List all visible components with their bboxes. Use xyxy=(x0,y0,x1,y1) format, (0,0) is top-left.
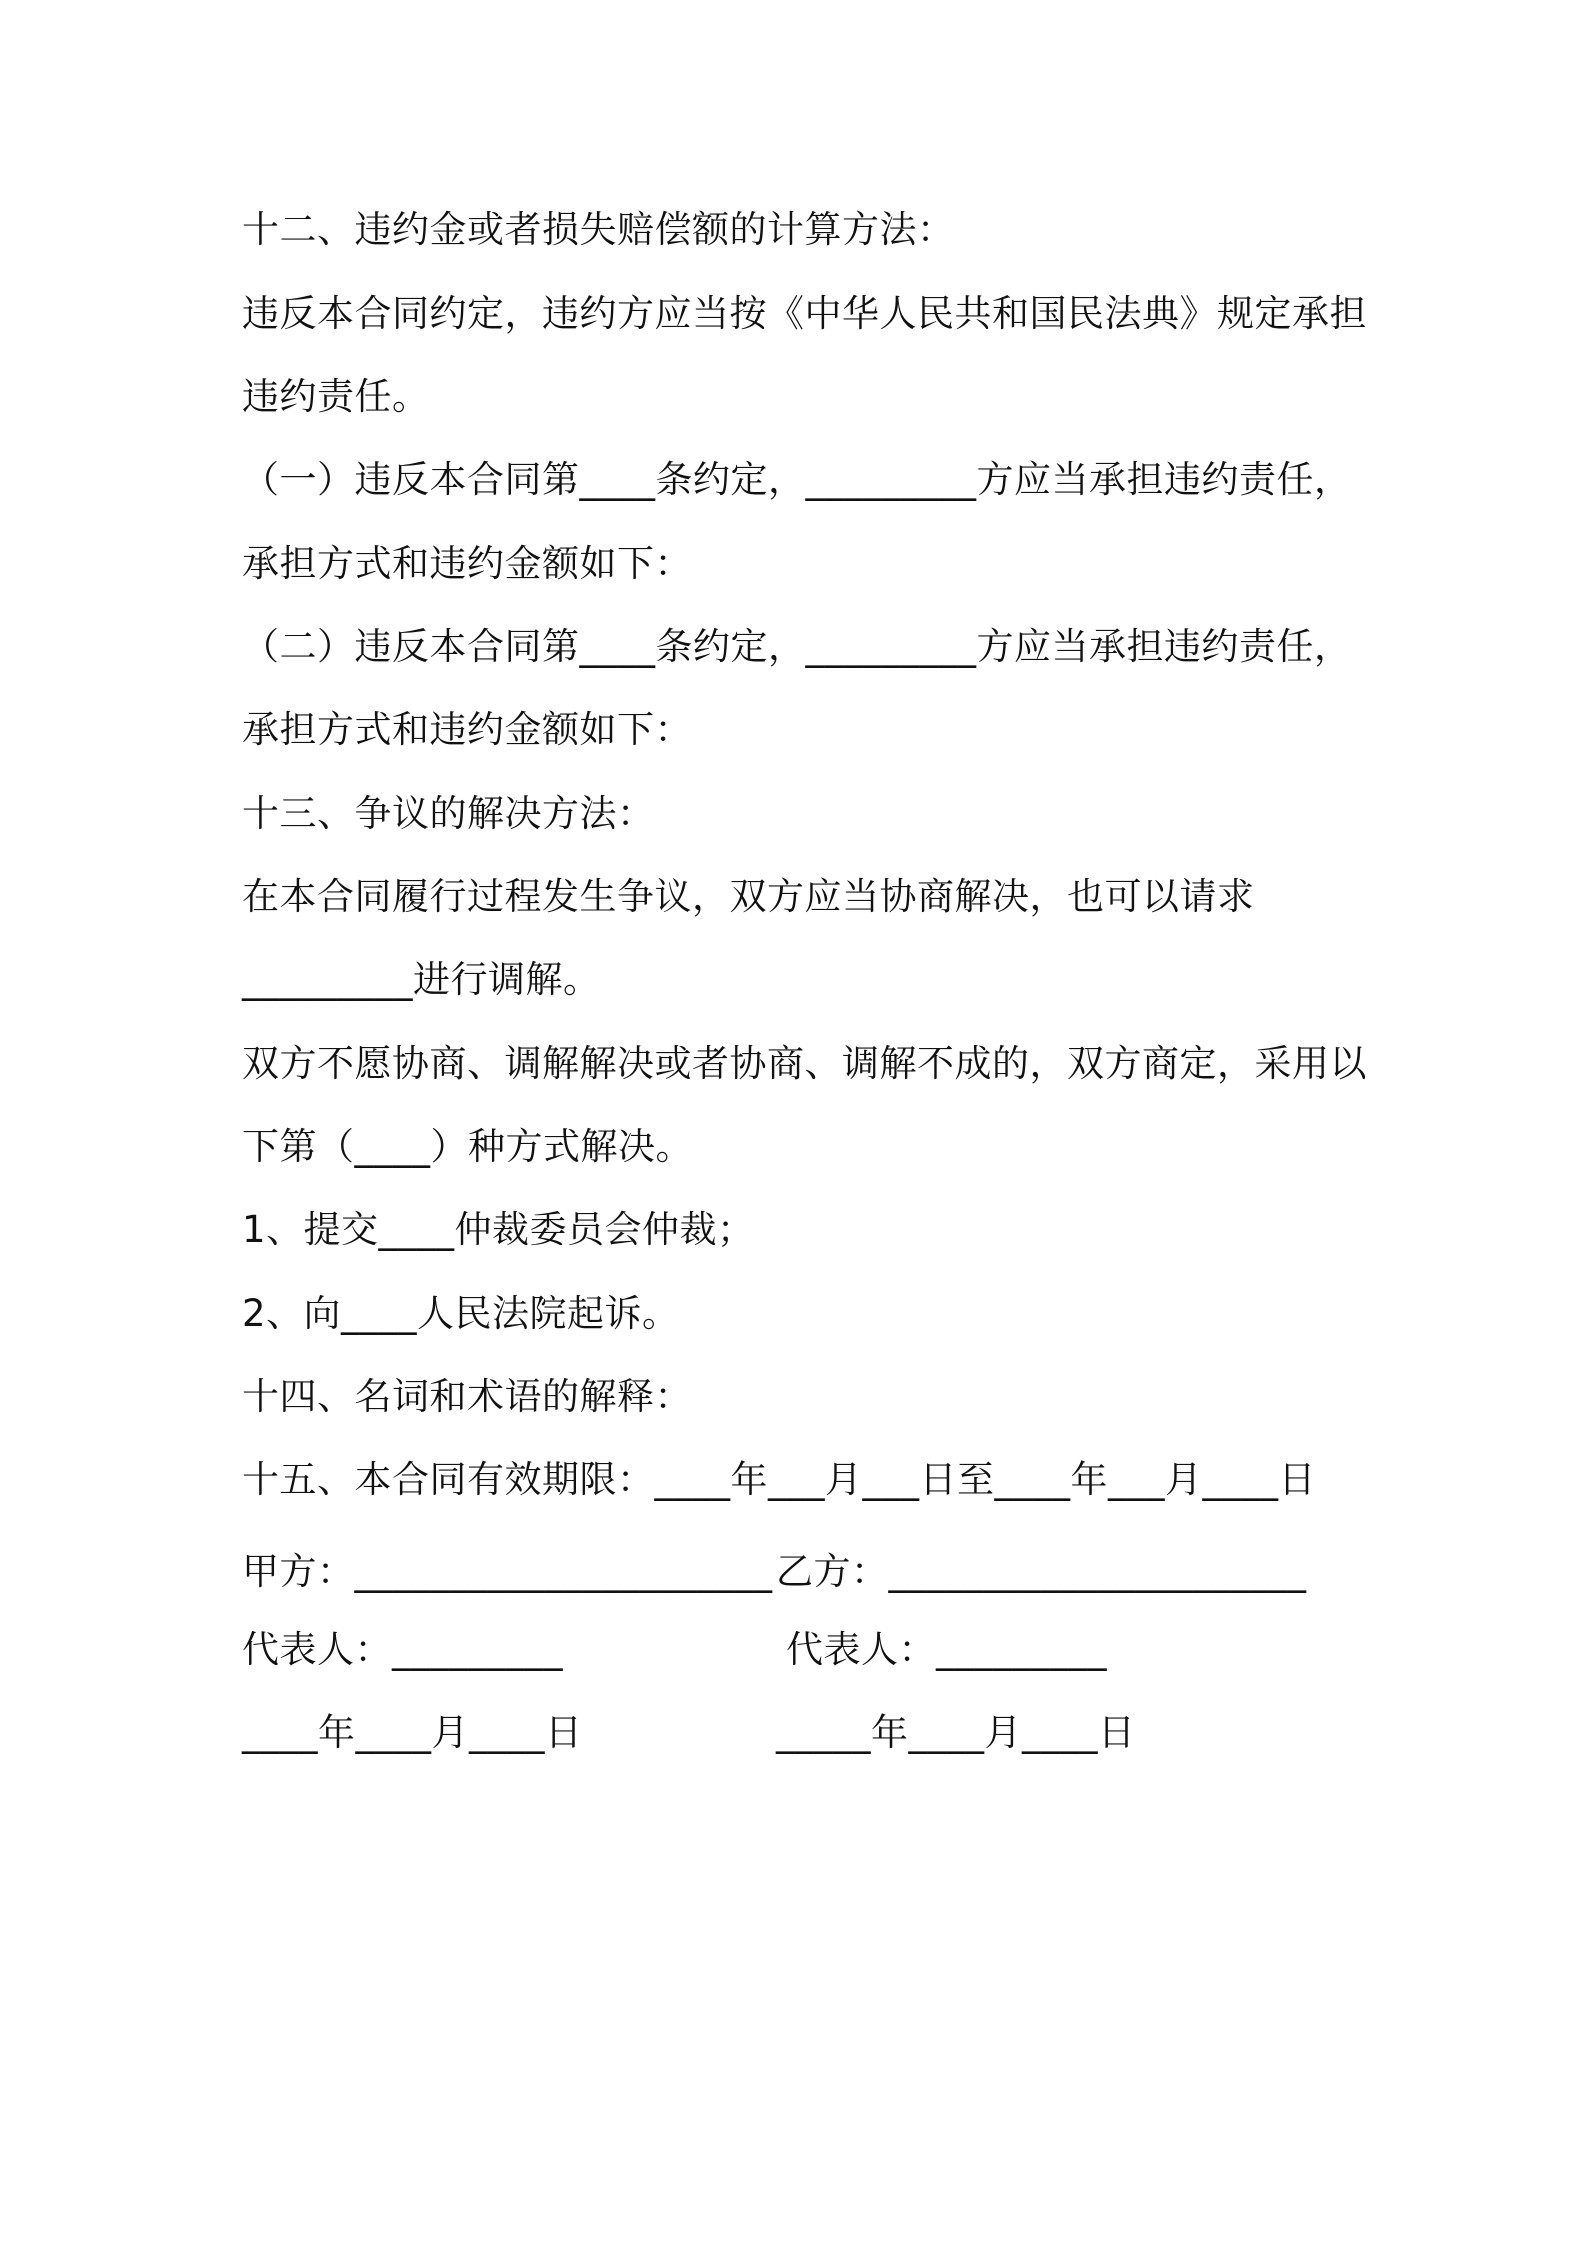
clause-13-text-line-2: _________进行调解。 xyxy=(242,958,601,1001)
clause-12-text-line-1: 违反本合同约定，违约方应当按《中华人民共和国民法典》规定承担 xyxy=(242,292,1367,335)
clause-13-option-2: 2、向____人民法院起诉。 xyxy=(242,1292,680,1335)
party-b-line: 乙方：______________________ xyxy=(776,1550,1307,1593)
clause-13-text-line-3: 双方不愿协商、调解解决或者协商、调解不成的，双方商定，采用以 xyxy=(242,1042,1367,1085)
clause-14-heading: 十四、名词和术语的解释： xyxy=(242,1375,692,1418)
clause-12-text-line-2: 违约责任。 xyxy=(242,375,430,418)
clause-12-item-2-line-2: 承担方式和违约金额如下： xyxy=(242,708,692,751)
date-b-line: _____年____月____日 xyxy=(776,1711,1136,1754)
clause-13-heading: 十三、争议的解决方法： xyxy=(242,792,655,835)
date-a-line: ____年____月____日 xyxy=(242,1711,583,1754)
party-a-line: 甲方：______________________ xyxy=(242,1550,773,1593)
clause-12-item-1-line-2: 承担方式和违约金额如下： xyxy=(242,542,692,585)
representative-a-line: 代表人：_________ xyxy=(242,1628,563,1671)
representative-b-line: 代表人：_________ xyxy=(786,1628,1107,1671)
clause-12-heading: 十二、违约金或者损失赔偿额的计算方法： xyxy=(242,208,955,251)
clause-13-option-1: 1、提交____仲裁委员会仲裁； xyxy=(242,1208,755,1251)
clause-13-text-line-4: 下第（____）种方式解决。 xyxy=(242,1125,693,1168)
clause-13-text-line-1: 在本合同履行过程发生争议，双方应当协商解决，也可以请求 xyxy=(242,875,1255,918)
clause-12-item-2-line-1: （二）违反本合同第____条约定，_________方应当承担违约责任， xyxy=(242,625,1352,668)
clause-15-term: 十五、本合同有效期限：____年___月___日至____年___月____日 xyxy=(242,1458,1316,1501)
clause-12-item-1-line-1: （一）违反本合同第____条约定，_________方应当承担违约责任， xyxy=(242,458,1352,501)
